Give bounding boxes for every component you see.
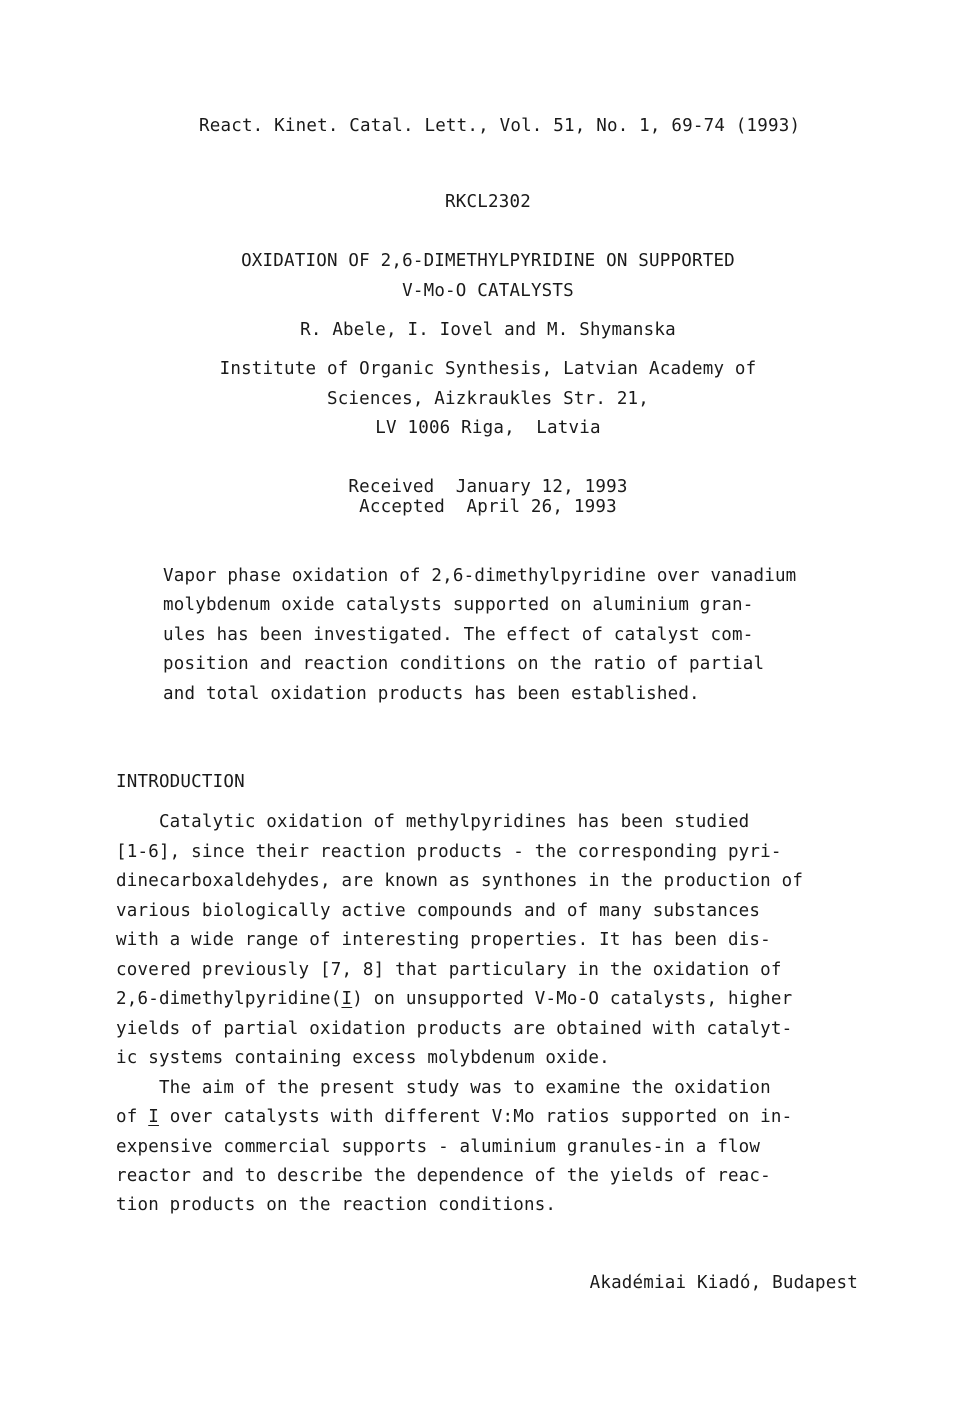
received-date: Received January 12, 1993 [348,477,628,497]
intro-line: dinecarboxaldehydes, are known as synthones in the production of [116,871,804,891]
intro-line: covered previously [7, 8] that particulary in the oxidation of [116,960,782,980]
intro-line: The aim of the present study was to examine the oxidation [116,1078,771,1098]
intro-text: of [116,1107,149,1127]
section-heading-introduction: INTRODUCTION [116,772,245,792]
accepted-date: Accepted April 26, 1993 [359,497,617,517]
intro-text: 2,6-dimethylpyridine( [116,989,342,1009]
abstract-line: and total oxidation products has been established. [163,684,700,704]
abstract-line: Vapor phase oxidation of 2,6-dimethylpyridine over vanadium [163,566,797,586]
intro-line [116,1107,792,1127]
abstract-line: ules has been investigated. The effect of catalyst com- [163,625,754,645]
article-code: RKCL2302 [445,192,531,212]
intro-line: with a wide range of interesting properties. It has been dis- [116,930,771,950]
intro-line: reactor and to describe the dependence of the yields of reac- [116,1166,771,1186]
title-line-1: OXIDATION OF 2,6-DIMETHYLPYRIDINE ON SUPPORTED [241,251,735,271]
authors: R. Abele, I. Iovel and M. Shymanska [300,320,676,340]
intro-line: ic systems containing excess molybdenum oxide. [116,1048,610,1068]
intro-line: various biologically active compounds and of many substances [116,901,761,921]
intro-text: ) on unsupported V-Mo-O catalysts, higher [352,989,793,1009]
compound-ref: I [341,989,353,1009]
intro-line [116,989,792,1009]
affiliation-line-1: Institute of Organic Synthesis, Latvian Academy of [219,359,757,379]
intro-text: over catalysts with different V:Mo ratios supported on in- [158,1107,793,1127]
intro-line: expensive commercial supports - aluminium granules-in a flow [116,1137,761,1157]
title-line-2: V-Mo-O CATALYSTS [402,281,574,301]
compound-ref: I [148,1107,159,1127]
intro-line: [1-6], since their reaction products - the corresponding pyri- [116,842,782,862]
affiliation-line-2: Sciences, Aizkraukles Str. 21, [326,389,650,409]
intro-line: Catalytic oxidation of methylpyridines has been studied [116,812,750,832]
abstract-line: position and reaction conditions on the ratio of partial [163,654,765,674]
intro-line: tion products on the reaction conditions. [116,1195,557,1215]
journal-citation: React. Kinet. Catal. Lett., Vol. 51, No. 1, 69-74 (1993) [199,116,801,136]
publisher-footer: Akadémiai Kiadó, Budapest [589,1273,858,1293]
affiliation-line-3: LV 1006 Riga, Latvia [375,418,601,438]
abstract-line: molybdenum oxide catalysts supported on aluminium gran- [163,595,754,615]
intro-line: yields of partial oxidation products are obtained with catalyt- [116,1019,793,1039]
